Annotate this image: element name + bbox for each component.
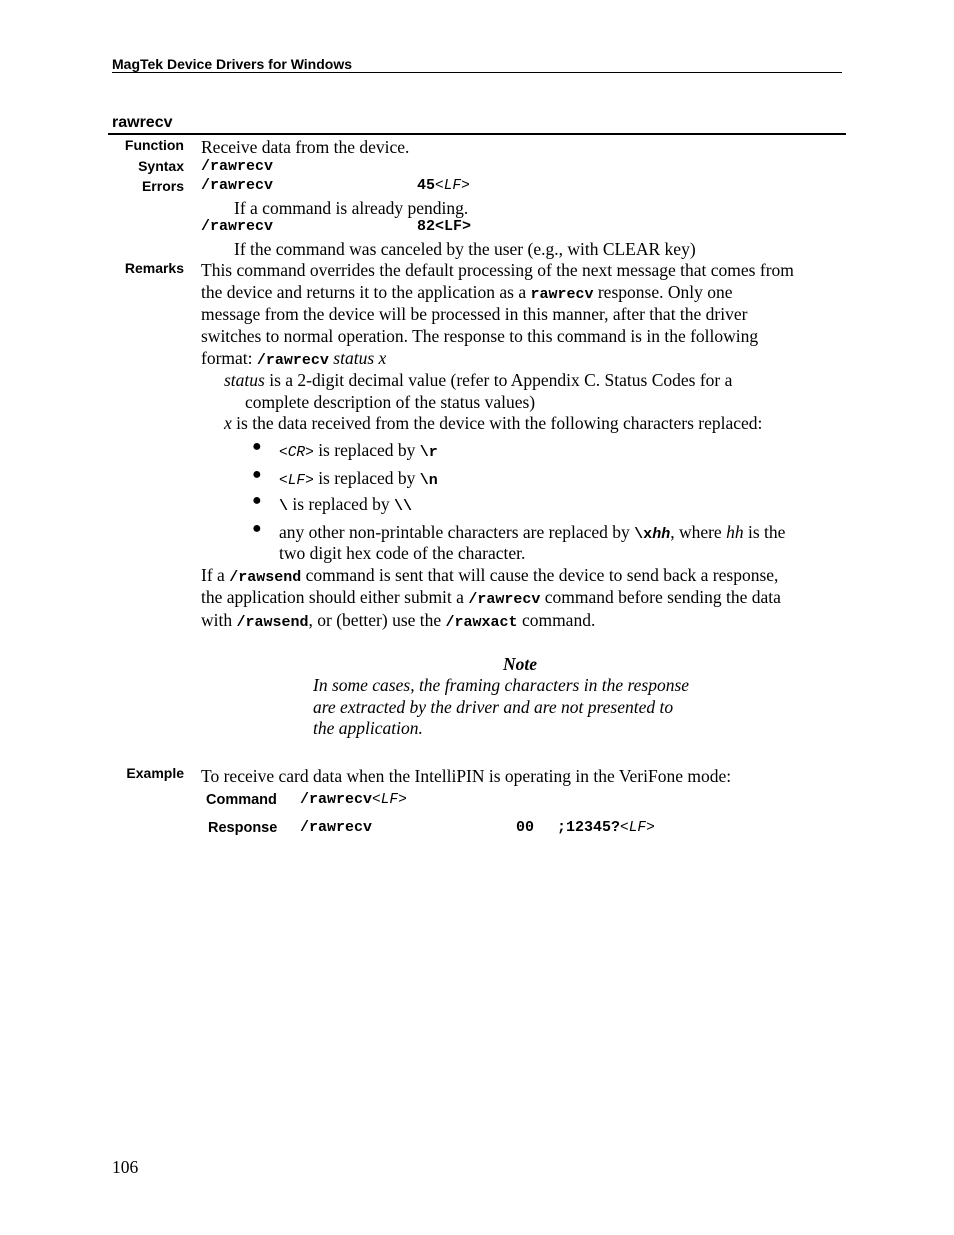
bullet-backslash: \ is replaced by \\ [279, 494, 412, 515]
syntax-command: /rawrecv [201, 158, 274, 175]
error-1-command: /rawrecv [201, 177, 274, 194]
command-label: Command [206, 792, 277, 808]
error-1-code: 45<LF> [417, 177, 470, 194]
errors-label: Errors [141, 178, 184, 194]
bullet-nonprintable-1: any other non-printable characters are replaced by \xhh, where hh is the [279, 522, 786, 543]
note-line-2: are extracted by the driver and are not presented to [313, 697, 674, 717]
header-rule [112, 72, 842, 73]
bullet-nonprintable-2: two digit hex code of the character. [279, 543, 526, 563]
bullet-icon: ● [252, 466, 262, 483]
bullet-icon: ● [252, 520, 262, 537]
remarks-label: Remarks [124, 260, 184, 276]
bullet-lf: <LF> is replaced by \n [279, 468, 438, 489]
example-intro: To receive card data when the IntelliPIN is operating in the VeriFone mode: [201, 766, 732, 786]
status-description-2: complete description of the status values) [245, 392, 536, 412]
error-2-description: If the command was canceled by the user (e.g., with CLEAR key) [234, 239, 696, 259]
note-line-3: the application. [313, 718, 423, 738]
remarks-line-2: the device and returns it to the application as a rawrecv response. Only one [201, 282, 733, 303]
error-2-code: 82<LF> [417, 218, 472, 235]
function-text: Receive data from the device. [201, 137, 410, 157]
error-2-command: /rawrecv [201, 218, 274, 235]
response-value: /rawrecv [300, 819, 373, 836]
rawsend-line-1: If a /rawsend command is sent that will cause the device to send back a response, [201, 565, 779, 586]
bullet-cr: <CR> is replaced by \r [279, 440, 438, 461]
remarks-line-4: switches to normal operation. The response to this command is in the following [201, 326, 759, 346]
rawsend-line-2: the application should either submit a /rawrecv command before sending the data [201, 587, 781, 608]
x-description: x is the data received from the device with the following characters replaced: [224, 413, 763, 433]
status-description-1: status is a 2-digit decimal value (refer to Appendix C. Status Codes for a [224, 370, 733, 390]
function-label: Function [124, 137, 184, 153]
response-data: ;12345?<LF> [557, 819, 655, 836]
note-title: Note [502, 654, 538, 674]
remarks-line-3: message from the device will be processed in this manner, after that the driver [201, 304, 748, 324]
remarks-line-5: format: /rawrecv status x [201, 348, 387, 369]
error-1-description: If a command is already pending. [234, 198, 469, 218]
response-status: 00 [516, 819, 535, 836]
running-header: MagTek Device Drivers for Windows [112, 56, 353, 72]
section-title: rawrecv [112, 114, 173, 131]
section-rule [108, 133, 846, 135]
response-label: Response [208, 820, 278, 836]
syntax-label: Syntax [138, 158, 184, 174]
note-line-1: In some cases, the framing characters in the response [313, 675, 690, 695]
bullet-icon: ● [252, 492, 262, 509]
page-number: 106 [112, 1157, 139, 1177]
command-value: /rawrecv<LF> [300, 791, 407, 808]
rawsend-line-3: with /rawsend, or (better) use the /rawxact command. [201, 610, 596, 631]
example-label: Example [126, 765, 184, 781]
bullet-icon: ● [252, 438, 262, 455]
remarks-line-1: This command overrides the default processing of the next message that comes from [201, 260, 794, 280]
